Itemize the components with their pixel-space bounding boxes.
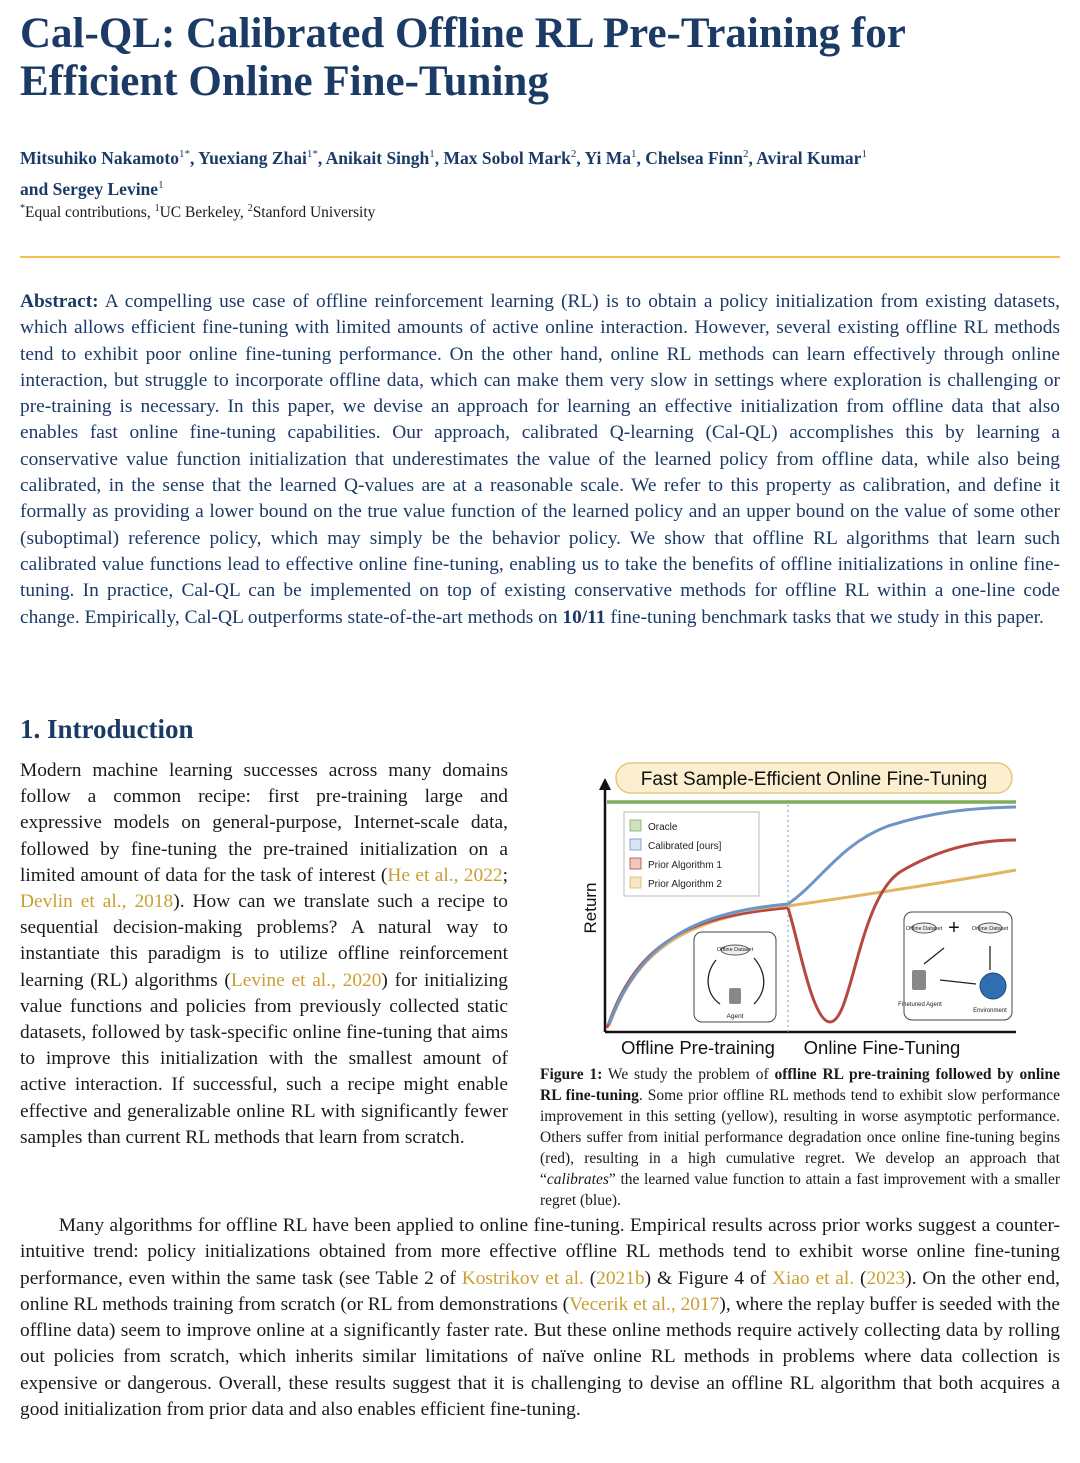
citation-levine-2020[interactable]: Levine et al., 2020 — [230, 969, 382, 991]
author-affiliation-mark: 2 — [570, 148, 577, 160]
intro-paragraph-1 — [20, 758, 508, 1151]
author-name: Aviral Kumar — [756, 147, 862, 168]
intro-p2-amp: & Figure 4 of — [651, 1267, 772, 1289]
caption-text-3: ” the learned value function to attain a fast improvement with a smaller regret (blue). — [540, 1171, 1060, 1209]
author-separator: , — [317, 147, 326, 168]
legend-label: Oracle — [648, 822, 678, 833]
intro-p2-text-b: ). On the other end, online RL methods training from scratch (or RL from demonstrations ( — [20, 1267, 1061, 1315]
intro-p2-text-a: Many algorithms for offline RL have been applied to online fine-tuning. Empirical results across prior works suggest a counter-intuitive trend: policy initializations obtained from more effective offline RL methods tend to exhibit worse online fine-tuning performance, even within the same task (see Table 2 of — [20, 1215, 1060, 1289]
earth-icon — [980, 973, 1006, 999]
y-axis-arrow — [599, 778, 611, 790]
header-divider — [20, 256, 1060, 258]
figure-1 — [540, 760, 1065, 1060]
author-name: Max Sobol Mark — [443, 147, 571, 168]
caption-bold-1: offline RL pre-training followed by online RL fine-tuning — [540, 1066, 1060, 1104]
legend-swatch — [630, 858, 641, 869]
author-affiliation-mark: 1 — [861, 148, 867, 160]
citation-xiao-year[interactable]: 2023 — [866, 1267, 906, 1289]
caption-label: Figure 1: — [540, 1066, 603, 1083]
citation-he-2022[interactable]: He et al., 2022 — [387, 864, 503, 886]
stanford-text: Stanford University — [252, 204, 376, 222]
ucb-text: UC Berkeley, — [159, 204, 248, 222]
figure-1-caption — [540, 1064, 1060, 1211]
offline-dataset-label: Offline Dataset — [716, 947, 754, 953]
citation-xiao[interactable]: Xiao et al. — [771, 1267, 855, 1289]
legend-swatch — [630, 839, 641, 850]
abstract-text-2: fine-tuning benchmark tasks that we study in this paper. — [605, 606, 1044, 628]
stanford-mark: 2 — [247, 203, 253, 214]
figure-x-label-offline: Offline Pre-training — [621, 1037, 775, 1058]
author-separator: , — [189, 147, 199, 168]
abstract-text-1: A compelling use case of offline reinforcement learning (RL) is to obtain a policy initialization from existing datasets, which allows efficient fine-tuning with limited amounts of active online interaction. However, several existing offline RL methods tend to exhibit poor online fine-tuning performance. On the other hand, online RL methods can learn effectively through online interaction, but struggle to incorporate offline data, which can make them very slow in settings where exploration is challenging or pre-training is necessary. In this paper, we devise an approach for learning an effective initialization from offline data that also enables fast online fine-tuning capabilities. Our approach, calibrated Q-learning (Cal-QL) accomplishes this by learning a conservative value function initialization that underestimates the value of the learned policy from offline data, while also being calibrated, in the sense that the learned Q-values are at a reasonable scale. We refer to this property as calibration, and define it formally as providing a lower bound on the true value function of the learned policy and an upper bound on the value of some other (suboptimal) reference policy, which may simply be the behavior policy. We show that offline RL algorithms that learn such calibrated value functions lead to effective online fine-tuning, enabling us to take the benefits of offline initializations in online fine-tuning. In practice, Cal-QL can be implemented on top of existing conservative methods for offline RL within a one-line code change. Empirically, Cal-QL outperforms state-of-the-art methods on — [20, 291, 1060, 628]
author-affiliation-mark: 1* — [306, 148, 318, 160]
author-name: Yuexiang Zhai — [198, 147, 307, 168]
citation-kostrikov[interactable]: Kostrikov et al. — [461, 1267, 584, 1289]
legend-swatch — [630, 820, 641, 831]
author-name: Yi Ma — [584, 147, 631, 168]
author-name: Mitsuhiko Nakamoto — [20, 147, 179, 168]
legend-label: Calibrated [ours] — [648, 841, 722, 852]
intro-p1-text-a: Modern machine learning successes across many domains follow a common recipe: first pre-training large and expressive models on general-purpose, Internet-scale data, followed by fine-tuning the pre-trained initialization on a limited amount of data for the task of interest ( — [20, 760, 508, 886]
author-affiliation-mark: 1 — [429, 148, 435, 160]
legend-label: Prior Algorithm 2 — [648, 879, 722, 890]
figure-x-label-online: Online Fine-Tuning — [803, 1037, 961, 1058]
plus-sign: + — [948, 917, 960, 939]
figure-title: Fast Sample-Efficient Online Fine-Tuning — [640, 769, 988, 790]
equal-contribution-text: Equal contributions, — [25, 204, 155, 222]
author-separator: , — [576, 147, 585, 168]
caption-text-2: . Some prior offline RL methods tend to exhibit slow performance improvement in this setting (yellow), resulting in worse asymptotic performance. Others suffer from initial performance degradation once online fine-tuning begins (red), resulting in a high cumulative regret. We develop an approach that “ — [540, 1087, 1060, 1188]
intro-p1-text-b: ). How can we translate such a recipe to sequential decision-making problems? A natural way to instantiate this paradigm is to utilize offline reinforcement learning (RL) algorithms ( — [20, 891, 508, 991]
intro-p1-text-c: ) for initializing value functions and policies from previously collected static datasets, followed by task-specific online fine-tuning that aims to improve this initialization with the smallest amount of active interaction. If successful, such a recipe might enable effective and generalizable online RL with significantly fewer samples than current RL methods that learn from scratch. — [20, 969, 508, 1148]
bottom-fade — [0, 1427, 1080, 1463]
affiliations — [20, 198, 375, 224]
caption-italic: calibrates — [546, 1171, 609, 1188]
author-affiliation-mark: 1 — [158, 178, 164, 191]
author-list — [20, 141, 1060, 203]
offline-agent-label: Agent — [726, 1013, 744, 1020]
intro-p2-text-c: ), where the replay buffer is seeded with the offline data) seem to improve online at a significantly faster rate. But these online methods require actively collecting data by rolling out policies from scratch, which inherits similar limitations of naïve online RL methods in problems where data collection is expensive or dangerous. Overall, these results suggest that it is challenging to devise an offline RL algorithm that both acquires a good initialization from prior data and also enables efficient fine-tuning. — [20, 1293, 1060, 1421]
intro-paragraph-2: Many algorithms for offline RL have been applied to online fine-tuning. Empirical results across prior works suggest a counter-intuitive trend: policy initializations obtained from more effective offline RL methods tend to exhibit worse online fine-tuning performance, even within the same task (see Table 2 of Kostrikov et al. (2021b) & Figure 4 of Xiao et al. (2023). On the other end, online RL methods training from scratch (or RL from demonstrations (Vecerik et al., 2017), where the replay buffer is seeded with the offline data) seem to improve online at a significantly faster rate. But these online methods require actively collecting data by rolling out policies from scratch, which inherits similar limitations of naïve online RL methods in problems where data collection is expensive or dangerous. Overall, these results suggest that it is challenging to devise an offline RL algorithm that both acquires a good initialization from prior data and also enables efficient fine-tuning. — [20, 1215, 1061, 1421]
citation-devlin-2018[interactable]: Devlin et al., 2018 — [20, 891, 174, 913]
author-separator: , — [748, 147, 757, 168]
citation-vecerik-2017[interactable]: Vecerik et al., 2017 — [569, 1293, 720, 1315]
legend-swatch — [630, 877, 641, 888]
legend-label: Prior Algorithm 1 — [648, 860, 722, 871]
ucb-mark: 1 — [154, 203, 160, 214]
author-name: Chelsea Finn — [645, 147, 743, 168]
abstract — [20, 289, 1060, 631]
author-affiliation-mark: 2 — [742, 148, 749, 160]
author-affiliation-mark: 1 — [631, 148, 637, 160]
paper-title: Cal-QL: Calibrated Offline RL Pre-Training for Efficient Online Fine-Tuning — [20, 10, 906, 105]
robot-agent-icon — [729, 988, 741, 1004]
abstract-label: Abstract: — [20, 291, 99, 312]
plot-area — [599, 778, 1016, 1032]
environment-label: Environment — [973, 1008, 1007, 1014]
author-separator: , — [434, 147, 444, 168]
author-affiliation-mark: 1* — [178, 148, 190, 160]
section-heading-introduction: 1. Introduction — [20, 714, 194, 744]
intro-p1-sep: ; — [502, 864, 508, 886]
author-name: and Sergey Levine — [20, 178, 159, 199]
offline-dataset-label-2: Offline Dataset — [905, 926, 943, 932]
author-name: Anikait Singh — [325, 147, 430, 168]
citation-kostrikov-year[interactable]: 2021b — [596, 1267, 645, 1289]
finetuned-agent-label: Finetuned Agent — [898, 1002, 942, 1008]
online-dataset-label: Online Dataset — [971, 926, 1009, 932]
equal-contribution-mark: * — [20, 203, 25, 214]
figure-y-label: Return — [581, 882, 600, 934]
abstract-bold-number: 10/11 — [562, 606, 606, 628]
author-separator: , — [636, 147, 646, 168]
caption-text-1: We study the problem of — [602, 1066, 775, 1083]
finetuned-robot-icon — [912, 970, 926, 990]
